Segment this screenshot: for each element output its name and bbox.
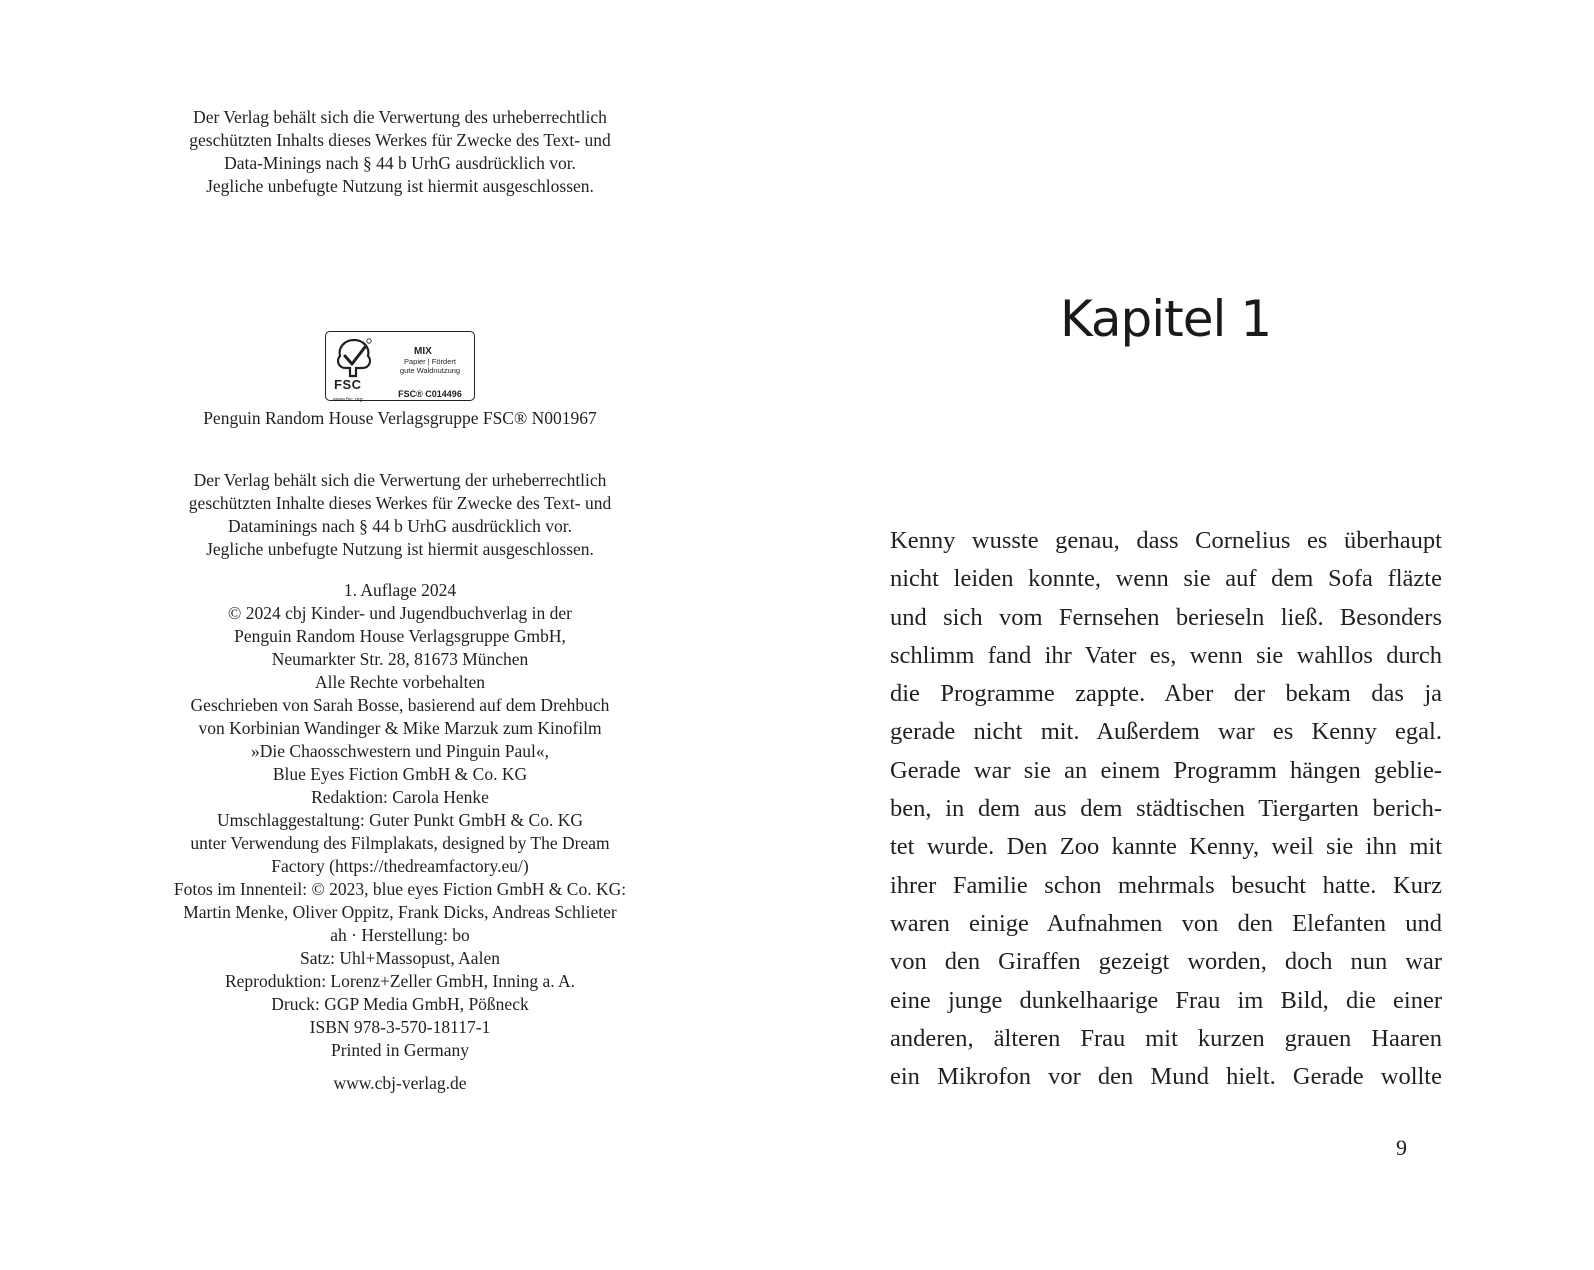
body-line: schlimm fand ihr Vater es, wenn sie wahllos durch xyxy=(890,641,1442,669)
notice-line: Data-Minings nach § 44 b UrhG ausdrücklich vor. xyxy=(224,153,576,173)
website-text: www.cbj-verlag.de xyxy=(333,1073,467,1093)
body-line: waren einige Aufnahmen von den Elefanten und xyxy=(890,909,1442,937)
body-line: anderen, älteren Frau mit kurzen grauen Haaren xyxy=(890,1024,1442,1052)
body-line: gerade nicht mit. Außerdem war es Kenny egal. xyxy=(890,718,1442,746)
body-line: nicht leiden konnte, wenn sie auf dem Sofa fläzte xyxy=(890,565,1442,593)
imprint-line: Blue Eyes Fiction GmbH & Co. KG xyxy=(272,764,528,784)
imprint-line: »Die Chaosschwestern und Pinguin Paul«, xyxy=(251,741,549,761)
notice-line: Der Verlag behält sich die Verwertung des urheberrechtlich xyxy=(193,107,607,127)
fsc-url: www.fsc.org xyxy=(333,397,363,403)
fsc-description xyxy=(388,357,472,375)
notice-line: Jegliche unbefugte Nutzung ist hiermit ausgeschlossen. xyxy=(206,176,594,196)
imprint-line: Redaktion: Carola Henke xyxy=(311,787,489,807)
imprint-line: Satz: Uhl+Massopust, Aalen xyxy=(300,948,500,968)
imprint-line: ah · Herstellung: bo xyxy=(330,925,470,945)
fsc-caption xyxy=(120,407,680,430)
body-line: ihrer Familie schon mehrmals besucht hatte. Kurz xyxy=(890,871,1442,899)
imprint-line: Alle Rechte vorbehalten xyxy=(314,672,486,692)
imprint-line: Geschrieben von Sarah Bosse, basierend auf dem Drehbuch xyxy=(190,695,610,715)
right-page-chapter xyxy=(890,0,1442,1270)
imprint-line: Factory (https://thedreamfactory.eu/) xyxy=(271,856,529,876)
publisher-website xyxy=(120,1072,680,1095)
body-line: und sich vom Fernsehen berieseln ließ. Besonders xyxy=(890,603,1442,631)
body-line: von den Giraffen gezeigt worden, doch nun war xyxy=(890,948,1442,976)
notice-line: Der Verlag behält sich die Verwertung der urheberrechtlich xyxy=(193,470,607,490)
imprint-line: Neumarkter Str. 28, 81673 München xyxy=(271,649,529,669)
text-mining-notice-top xyxy=(120,106,680,198)
fsc-desc-line: gute Waldnutzung xyxy=(399,366,461,375)
fsc-mix-label: MIX xyxy=(414,346,432,357)
body-line: ein Mikrofon vor den Mund hielt. Gerade wollte xyxy=(890,1063,1442,1091)
imprint-line: Druck: GGP Media GmbH, Pößneck xyxy=(271,994,529,1014)
body-line: eine junge dunkelhaarige Frau im Bild, die einer xyxy=(890,986,1442,1014)
text-mining-notice-bottom xyxy=(120,469,680,561)
notice-line: Jegliche unbefugte Nutzung ist hiermit ausgeschlossen. xyxy=(206,539,594,559)
notice-line: Dataminings nach § 44 b UrhG ausdrücklich vor. xyxy=(227,516,573,536)
left-page-imprint xyxy=(120,0,680,1270)
body-line: Gerade war sie an einem Programm hängen geblie- xyxy=(890,756,1442,784)
imprint-line: Printed in Germany xyxy=(330,1040,470,1060)
notice-line: geschützten Inhalts dieses Werkes für Zwecke des Text- und xyxy=(189,130,611,150)
fsc-abbrev: FSC xyxy=(334,377,362,392)
imprint-line: ISBN 978-3-570-18117-1 xyxy=(309,1017,491,1037)
imprint-line: Martin Menke, Oliver Oppitz, Frank Dicks, Andreas Schlieter xyxy=(183,902,617,922)
body-line: die Programme zappte. Aber der bekam das ja xyxy=(890,680,1442,708)
imprint-line: © 2024 cbj Kinder- und Jugendbuchverlag in der xyxy=(228,603,572,623)
imprint-block xyxy=(120,579,680,1062)
page-number: 9 xyxy=(1396,1135,1407,1160)
body-line: tet wurde. Den Zoo kannte Kenny, weil sie ihn mit xyxy=(890,833,1442,861)
imprint-line: von Korbinian Wandinger & Mike Marzuk zum Kinofilm xyxy=(198,718,602,738)
body-line: ben, in dem aus dem städtischen Tiergarten berich- xyxy=(890,795,1442,823)
notice-line: geschützten Inhalte dieses Werkes für Zwecke des Text- und xyxy=(188,493,612,513)
fsc-desc-line: Papier | Fördert xyxy=(404,357,456,366)
imprint-line: unter Verwendung des Filmplakats, designed by The Dream xyxy=(190,833,610,853)
fsc-license-code: FSC® C014496 xyxy=(398,389,462,399)
fsc-caption-text: Penguin Random House Verlagsgruppe FSC® N001967 xyxy=(203,408,597,428)
imprint-line: Reproduktion: Lorenz+Zeller GmbH, Inning a. A. xyxy=(224,971,576,991)
chapter-body-text xyxy=(890,522,1442,1096)
imprint-line: Umschlaggestaltung: Guter Punkt GmbH & Co. KG xyxy=(216,810,583,830)
imprint-line: Penguin Random House Verlagsgruppe GmbH, xyxy=(234,626,566,646)
chapter-title: Kapitel 1 xyxy=(1060,290,1272,348)
body-line: Kenny wusste genau, dass Cornelius es überhaupt xyxy=(890,527,1442,554)
imprint-line: 1. Auflage 2024 xyxy=(343,580,457,600)
imprint-line: Fotos im Innenteil: © 2023, blue eyes Fiction GmbH & Co. KG: xyxy=(173,879,627,899)
fsc-logo xyxy=(325,331,475,401)
